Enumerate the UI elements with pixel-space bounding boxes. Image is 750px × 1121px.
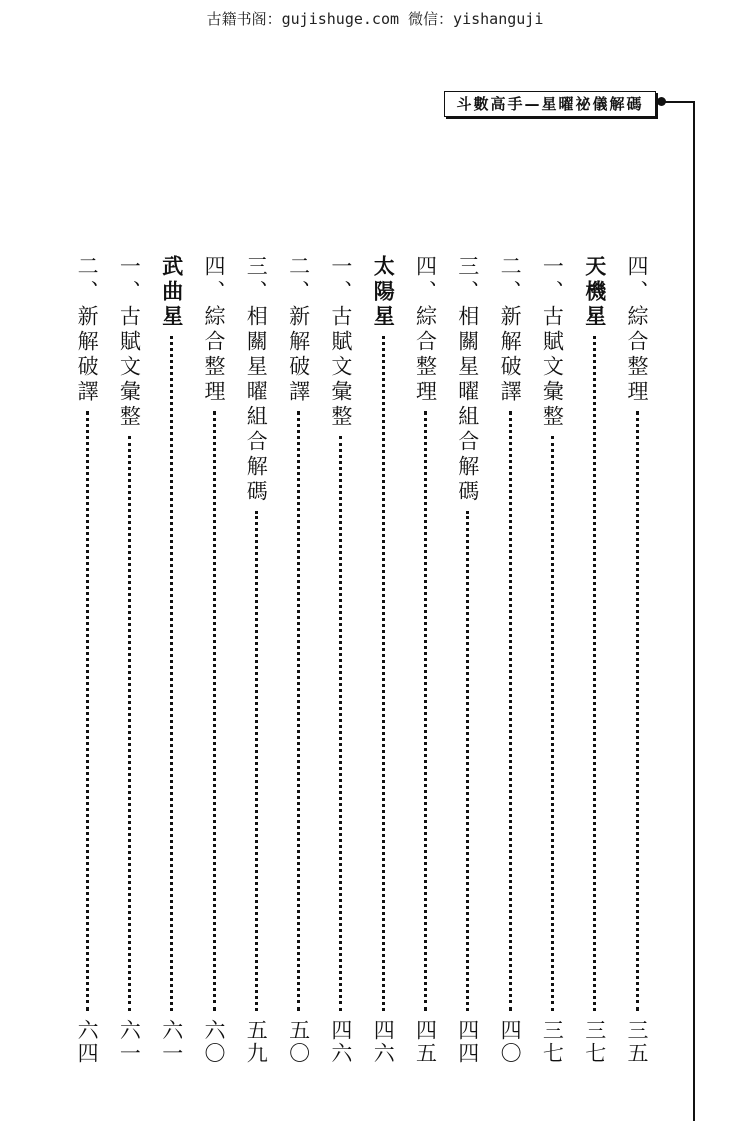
toc-page-number: 四六	[328, 1019, 353, 1065]
toc-entry-title: 二、新解破譯	[286, 255, 311, 405]
dot-leader	[297, 411, 300, 1011]
toc-entry-title: 四、綜合整理	[202, 255, 226, 405]
toc-page-number: 四五	[413, 1019, 438, 1065]
running-header: 斗數高手—星曜祕儀解碼	[444, 91, 656, 117]
toc-chapter-heading	[368, 255, 398, 1065]
dot-leader	[213, 411, 216, 1011]
dot-leader	[339, 436, 342, 1011]
toc-page-number: 三七	[582, 1019, 607, 1065]
toc-page-number: 六一	[159, 1019, 184, 1065]
toc-entry-title: 四、綜合整理	[625, 255, 649, 405]
toc-chapter-heading	[157, 255, 187, 1065]
toc-entry	[326, 255, 356, 1065]
toc-page-number: 四六	[371, 1019, 396, 1065]
toc-page-number: 六一	[117, 1019, 142, 1065]
toc-entry-title: 四、綜合整理	[413, 255, 438, 405]
toc-page-number: 四四	[455, 1019, 480, 1065]
toc-entry-title: 二、新解破譯	[75, 255, 100, 405]
toc-entry-title: 武曲星	[159, 255, 184, 330]
toc-page-number: 六〇	[202, 1019, 226, 1065]
dot-leader	[128, 436, 131, 1011]
toc-entry-title: 二、新解破譯	[498, 255, 523, 405]
toc-entry	[199, 255, 229, 1065]
toc-entry-title: 一、古賦文彙整	[117, 255, 142, 430]
dot-leader	[636, 411, 639, 1011]
toc-chapter-heading	[580, 255, 610, 1065]
toc-entry-title: 三、相關星曜組合解碼	[244, 255, 269, 505]
toc-entry	[622, 255, 652, 1065]
toc-page-number: 三七	[540, 1019, 565, 1065]
toc-entry-title: 一、古賦文彙整	[540, 255, 565, 430]
toc-entry	[72, 255, 102, 1065]
toc-page-number: 四〇	[498, 1019, 523, 1065]
dot-leader	[509, 411, 512, 1011]
toc-entry-title: 一、古賦文彙整	[328, 255, 353, 430]
toc-entry	[537, 255, 567, 1065]
dot-leader	[255, 511, 258, 1011]
dot-leader	[466, 511, 469, 1011]
toc-page-number: 五〇	[286, 1019, 311, 1065]
toc-entry	[495, 255, 525, 1065]
dot-leader	[593, 336, 596, 1011]
dot-leader	[551, 436, 554, 1011]
toc-entry	[114, 255, 144, 1065]
toc-page-number: 六四	[75, 1019, 100, 1065]
toc-page-number: 五九	[244, 1019, 269, 1065]
toc-entry	[453, 255, 483, 1065]
toc-entry-title: 三、相關星曜組合解碼	[455, 255, 480, 505]
toc-entry	[241, 255, 271, 1065]
toc-entry	[284, 255, 314, 1065]
watermark-text: 古籍书阁：gujishuge.com 微信：yishanguji	[206, 10, 544, 28]
toc-entry-title: 太陽星	[371, 255, 396, 330]
dot-leader	[424, 411, 427, 1011]
toc-entry-title: 天機星	[582, 255, 607, 330]
toc-entry	[411, 255, 441, 1065]
dot-leader	[170, 336, 173, 1011]
dot-leader	[86, 411, 89, 1011]
dot-leader	[382, 336, 385, 1011]
toc-page-number: 三五	[625, 1019, 649, 1065]
